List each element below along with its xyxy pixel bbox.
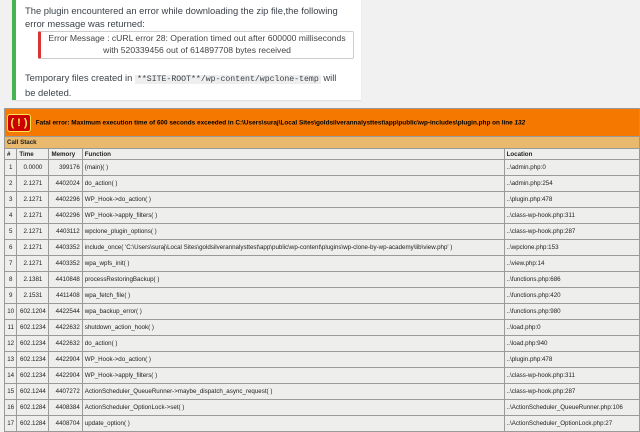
row-time: 2.1271 xyxy=(17,192,49,208)
row-location: ..\functions.php:420 xyxy=(504,288,639,304)
header-time: Time xyxy=(17,149,49,160)
xdebug-error-table xyxy=(4,108,640,432)
row-time: 2.1271 xyxy=(17,176,49,192)
row-memory: 4408384 xyxy=(49,400,82,416)
table-row xyxy=(5,368,640,384)
row-memory: 4422904 xyxy=(49,368,82,384)
row-time: 602.1234 xyxy=(17,336,49,352)
row-number: 12 xyxy=(5,336,17,352)
row-function: WP_Hook->apply_filters( ) xyxy=(82,368,504,384)
row-time: 2.1271 xyxy=(17,256,49,272)
table-row xyxy=(5,160,640,176)
table-row xyxy=(5,288,640,304)
table-row xyxy=(5,384,640,400)
table-row xyxy=(5,272,640,288)
call-stack-title: Call Stack xyxy=(5,137,640,149)
table-row xyxy=(5,352,640,368)
row-memory: 4411408 xyxy=(49,288,82,304)
table-row xyxy=(5,240,640,256)
row-time: 0.0000 xyxy=(17,160,49,176)
row-time: 602.1234 xyxy=(17,320,49,336)
row-number: 16 xyxy=(5,400,17,416)
row-number: 1 xyxy=(5,160,17,176)
row-function: shutdown_action_hook( ) xyxy=(82,320,504,336)
row-function: include_once( 'C:\Users\suraj\Local Sites\goldsilverannalysttest\app\public\wp-content\plugins\wp-clone-by-wp-academy\lib\view.php' ) xyxy=(82,240,504,256)
row-number: 15 xyxy=(5,384,17,400)
table-row xyxy=(5,224,640,240)
row-memory: 4410848 xyxy=(49,272,82,288)
table-row xyxy=(5,320,640,336)
table-row xyxy=(5,208,640,224)
row-number: 10 xyxy=(5,304,17,320)
warning-icon: ( ! ) xyxy=(7,114,31,132)
row-location: ..\ActionScheduler_OptionLock.php:27 xyxy=(504,416,639,432)
row-time: 2.1271 xyxy=(17,208,49,224)
row-number: 6 xyxy=(5,240,17,256)
row-location: ..\class-wp-hook.php:311 xyxy=(504,368,639,384)
row-function: do_action( ) xyxy=(82,176,504,192)
row-location: ..\admin.php:254 xyxy=(504,176,639,192)
fatal-error-text: Fatal error: Maximum execution time of 600 seconds exceeded in C:\Users\suraj\Local Sites\goldsilverannalysttest\app\public\wp-includes\plugin.php on line xyxy=(35,119,513,127)
row-time: 602.1204 xyxy=(17,304,49,320)
row-function: wpclone_plugin_options( ) xyxy=(82,224,504,240)
row-function: do_action( ) xyxy=(82,336,504,352)
row-function: ActionScheduler_QueueRunner->maybe_dispatch_async_request( ) xyxy=(82,384,504,400)
row-memory: 4403112 xyxy=(49,224,82,240)
row-memory: 4402296 xyxy=(49,192,82,208)
row-time: 602.1234 xyxy=(17,368,49,384)
call-stack-header-row xyxy=(5,149,640,160)
row-location: ..\load.php:0 xyxy=(504,320,639,336)
table-row xyxy=(5,256,640,272)
row-number: 4 xyxy=(5,208,17,224)
row-location: ..\ActionScheduler_QueueRunner.php:106 xyxy=(504,400,639,416)
row-location: ..\view.php:14 xyxy=(504,256,639,272)
row-function: {main}( ) xyxy=(82,160,504,176)
row-memory: 4402024 xyxy=(49,176,82,192)
call-stack-rows xyxy=(5,160,640,432)
row-time: 602.1284 xyxy=(17,400,49,416)
header-memory: Memory xyxy=(49,149,82,160)
row-location: ..\plugin.php:478 xyxy=(504,352,639,368)
row-number: 2 xyxy=(5,176,17,192)
row-function: WP_Hook->do_action( ) xyxy=(82,352,504,368)
row-number: 9 xyxy=(5,288,17,304)
row-memory: 4402296 xyxy=(49,208,82,224)
row-location: ..\class-wp-hook.php:287 xyxy=(504,224,639,240)
fatal-error-row xyxy=(5,109,640,137)
table-row xyxy=(5,400,640,416)
row-number: 11 xyxy=(5,320,17,336)
temp-path-code: **SITE-ROOT**/wp-content/wpclone-temp xyxy=(136,75,319,84)
temp-files-message xyxy=(25,72,345,99)
row-memory: 399176 xyxy=(49,160,82,176)
row-function: WP_Hook->apply_filters( ) xyxy=(82,208,504,224)
row-number: 5 xyxy=(5,224,17,240)
header-number: # xyxy=(5,149,17,160)
table-row xyxy=(5,192,640,208)
row-function: WP_Hook->do_action( ) xyxy=(82,192,504,208)
row-number: 3 xyxy=(5,192,17,208)
row-number: 14 xyxy=(5,368,17,384)
row-function: update_option( ) xyxy=(82,416,504,432)
row-location: ..\class-wp-hook.php:287 xyxy=(504,384,639,400)
row-location: ..\functions.php:686 xyxy=(504,272,639,288)
header-location: Location xyxy=(504,149,639,160)
row-memory: 4407272 xyxy=(49,384,82,400)
row-memory: 4403352 xyxy=(49,240,82,256)
row-function: ActionScheduler_OptionLock->set( ) xyxy=(82,400,504,416)
row-time: 2.1271 xyxy=(17,240,49,256)
row-memory: 4422632 xyxy=(49,320,82,336)
fatal-line-number: 132 xyxy=(514,119,526,127)
temp-prefix: Temporary files created in xyxy=(25,72,133,83)
row-time: 602.1284 xyxy=(17,416,49,432)
row-number: 8 xyxy=(5,272,17,288)
row-memory: 4422904 xyxy=(49,352,82,368)
error-message-text: Error Message : cURL error 28: Operation timed out after 600000 milliseconds with 520339456 out of 614897708 bytes received xyxy=(48,33,346,55)
row-function: wpa_wpfs_init( ) xyxy=(82,256,504,272)
row-location: ..\class-wp-hook.php:311 xyxy=(504,208,639,224)
row-location: ..\load.php:940 xyxy=(504,336,639,352)
row-number: 7 xyxy=(5,256,17,272)
notice-message: The plugin encountered an error while downloading the zip file,the following error message was returned: xyxy=(25,5,338,29)
row-memory: 4408704 xyxy=(49,416,82,432)
temp-suffix: will be deleted. xyxy=(25,72,337,98)
row-number: 17 xyxy=(5,416,17,432)
row-time: 2.1531 xyxy=(17,288,49,304)
table-row xyxy=(5,336,640,352)
table-row xyxy=(5,176,640,192)
row-time: 2.1271 xyxy=(17,224,49,240)
row-number: 13 xyxy=(5,352,17,368)
row-function: wpa_fetch_file( ) xyxy=(82,288,504,304)
row-location: ..\plugin.php:478 xyxy=(504,192,639,208)
notice-panel xyxy=(12,0,361,100)
row-location: ..\wpclone.php:153 xyxy=(504,240,639,256)
row-function: wpa_backup_error( ) xyxy=(82,304,504,320)
table-row xyxy=(5,304,640,320)
row-memory: 4422632 xyxy=(49,336,82,352)
row-location: ..\admin.php:0 xyxy=(504,160,639,176)
row-function: processRestoringBackup( ) xyxy=(82,272,504,288)
fatal-error-cell xyxy=(5,109,640,137)
row-time: 602.1234 xyxy=(17,352,49,368)
error-message-box xyxy=(38,31,354,59)
header-function: Function xyxy=(82,149,504,160)
row-location: ..\functions.php:980 xyxy=(504,304,639,320)
row-memory: 4422544 xyxy=(49,304,82,320)
row-memory: 4403352 xyxy=(49,256,82,272)
row-time: 602.1244 xyxy=(17,384,49,400)
row-time: 2.1381 xyxy=(17,272,49,288)
call-stack-title-row xyxy=(5,137,640,149)
table-row xyxy=(5,416,640,432)
